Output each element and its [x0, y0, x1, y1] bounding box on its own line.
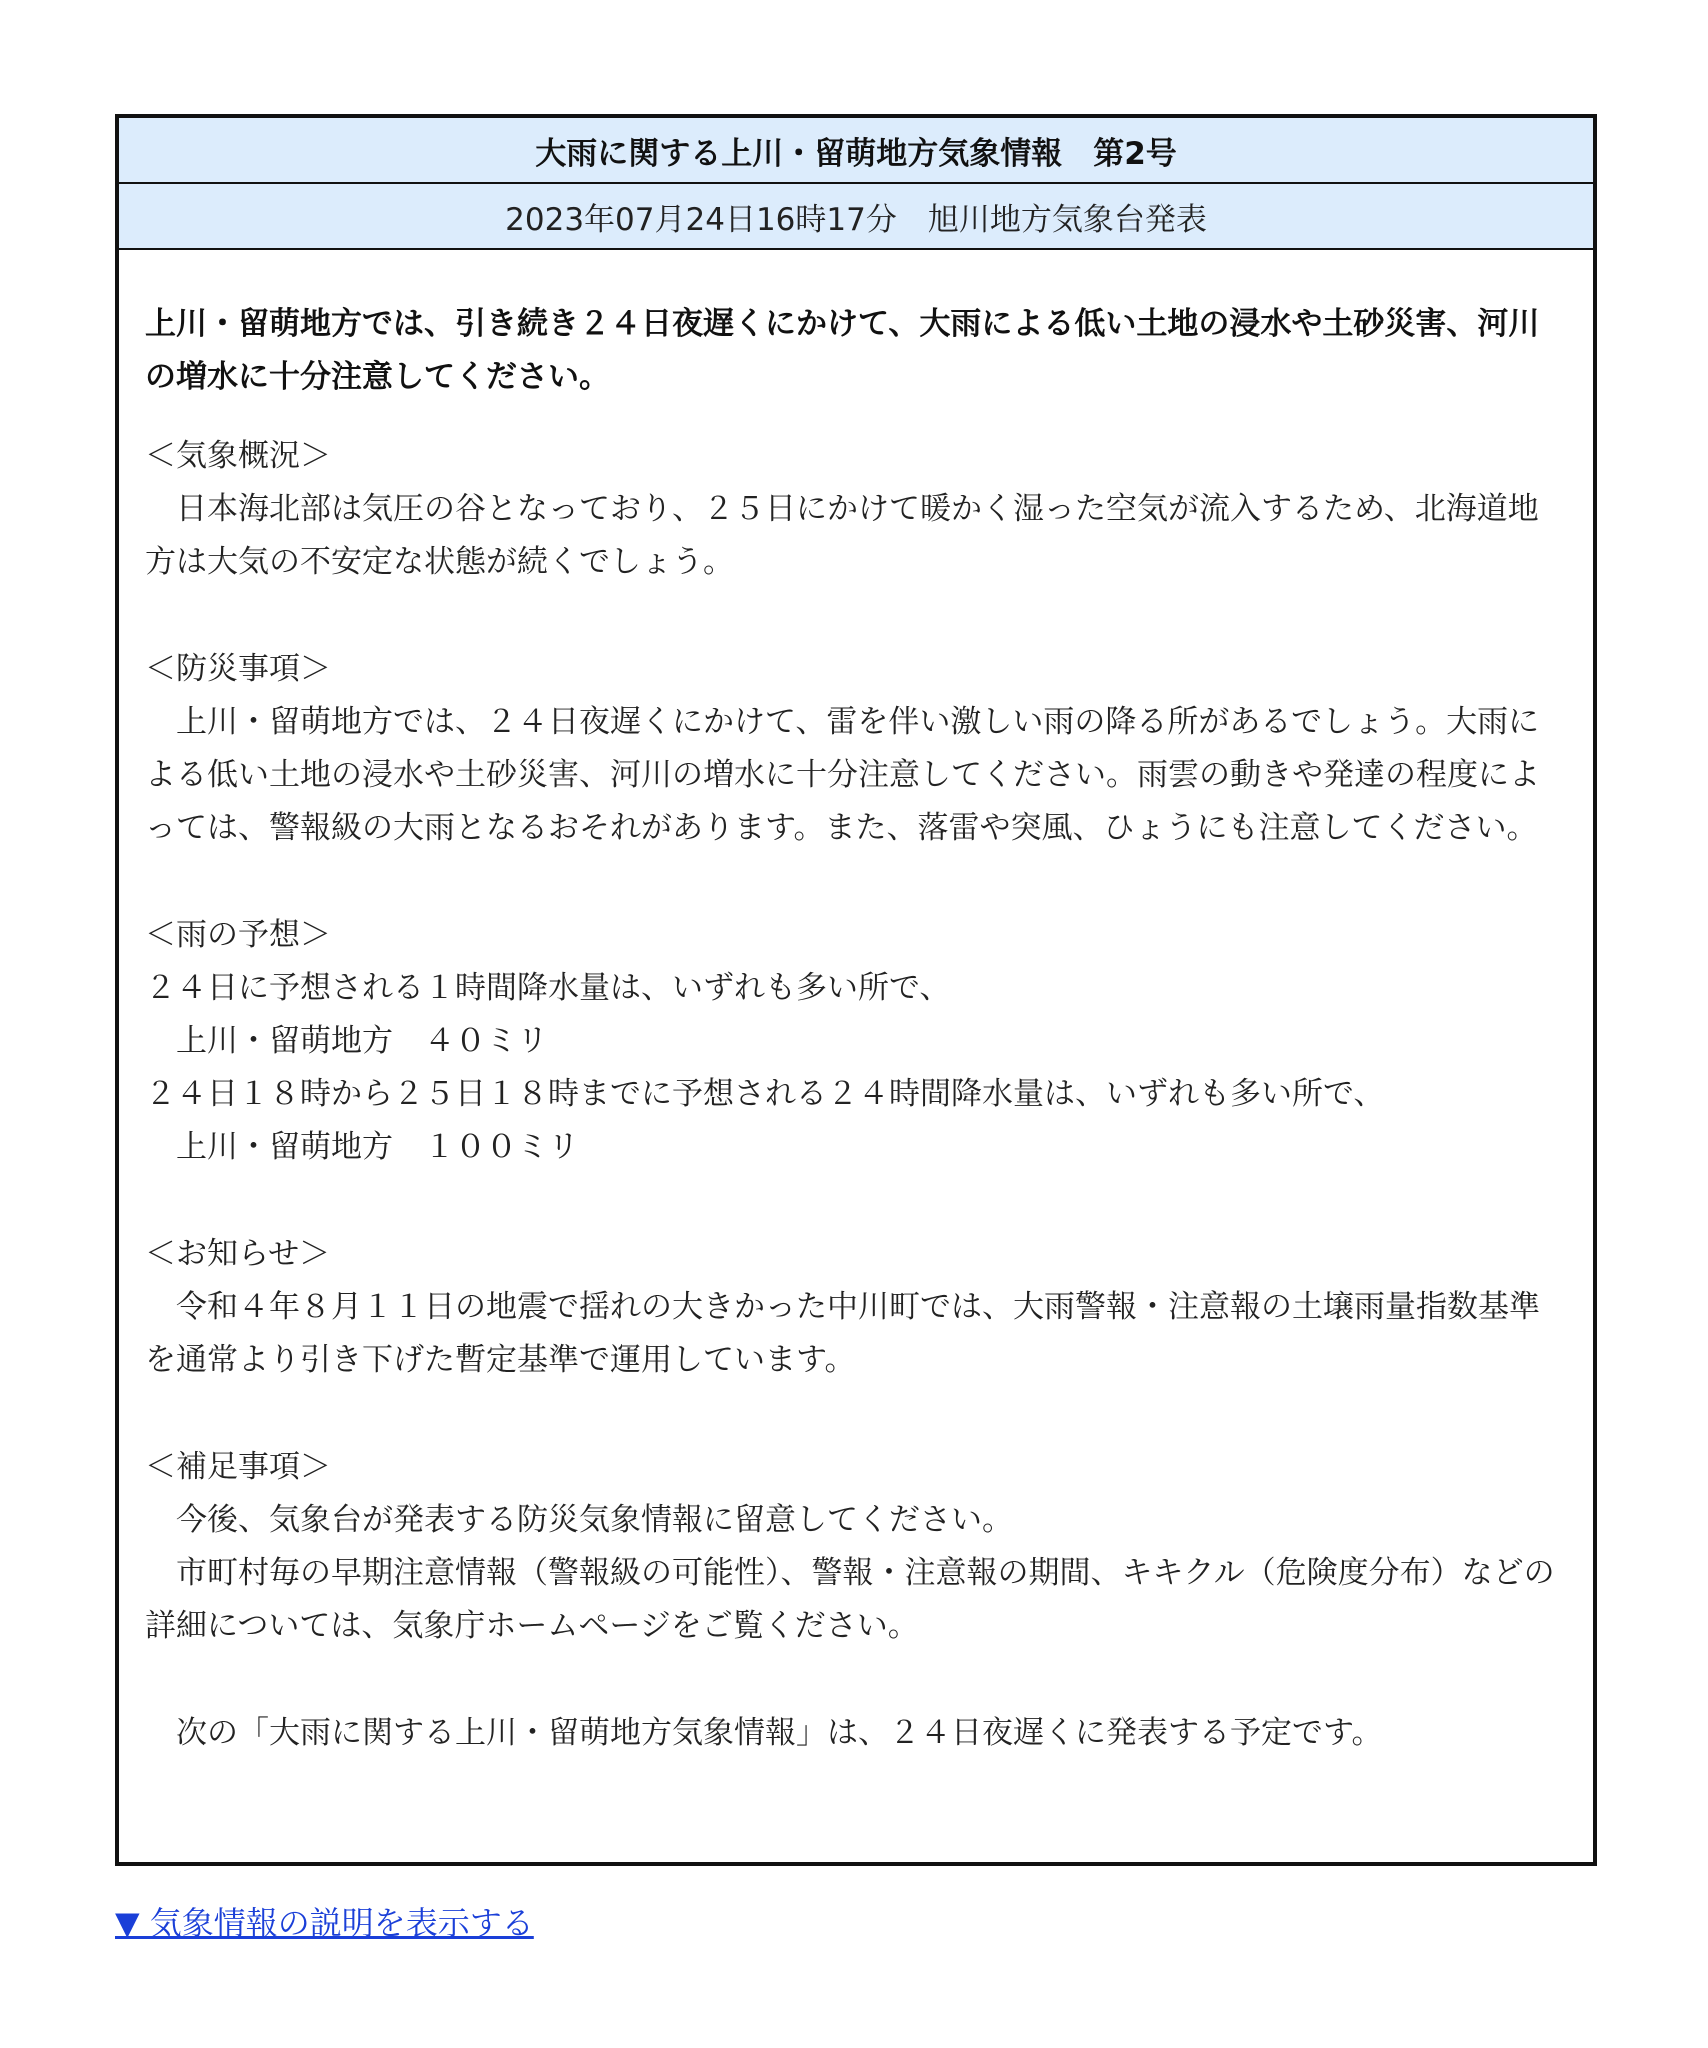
- bulletin-title: 大雨に関する上川・留萌地方気象情報 第2号: [119, 118, 1593, 184]
- rain-24h-text: ２４日１８時から２５日１８時までに予想される２４時間降水量は、いずれも多い所で、: [145, 1076, 1385, 1112]
- section-heading: ＜気象概況＞: [145, 438, 331, 474]
- section-heading: ＜雨の予想＞: [145, 917, 331, 953]
- section-text: 令和４年８月１１日の地震で揺れの大きかった中川町では、大雨警報・注意報の土壌雨量指数基準を通常より引き下げた暫定基準で運用しています。: [145, 1289, 1540, 1378]
- section-text: 市町村毎の早期注意情報（警報級の可能性）、警報・注意報の期間、キキクル（危険度分布）などの詳細については、気象庁ホームページをご覧ください。: [145, 1555, 1555, 1644]
- section-next-issue: [145, 1707, 1567, 1760]
- section-text: 今後、気象台が発表する防災気象情報に留意してください。: [145, 1502, 1013, 1538]
- section-text: 上川・留萌地方では、２４日夜遅くにかけて、雷を伴い激しい雨の降る所があるでしょう。大雨による低い土地の浸水や土砂災害、河川の増水に十分注意してください。雨雲の動きや発達の程度によっては、警報級の大雨となるおそれがあります。また、落雷や突風、ひょうにも注意してください。: [145, 704, 1540, 846]
- show-explanation-link[interactable]: ▼ 気象情報の説明を表示する: [115, 1904, 534, 1942]
- section-text: 次の「大雨に関する上川・留萌地方気象情報」は、２４日夜遅くに発表する予定です。: [145, 1715, 1383, 1751]
- section-heading: ＜防災事項＞: [145, 651, 331, 687]
- section-text: 日本海北部は気圧の谷となっており、２５日にかけて暖かく湿った空気が流入するため、北海道地方は大気の不安定な状態が続くでしょう。: [145, 491, 1539, 580]
- issued-datetime: 2023年07月24日16時17分 旭川地方気象台発表: [119, 184, 1593, 250]
- headline: 上川・留萌地方では、引き続き２４日夜遅くにかけて、大雨による低い土地の浸水や土砂災害、河川の増水に十分注意してください。: [145, 306, 1540, 395]
- section-heading: ＜お知らせ＞: [145, 1236, 331, 1272]
- weather-bulletin: [115, 114, 1597, 1866]
- rain-1h-amount: 上川・留萌地方 ４０ミリ: [145, 1023, 548, 1059]
- section-heading: ＜補足事項＞: [145, 1449, 331, 1485]
- section-supplement: [145, 1441, 1567, 1653]
- rain-24h-amount: 上川・留萌地方 １００ミリ: [145, 1129, 579, 1165]
- section-overview: [145, 430, 1567, 589]
- section-notice: [145, 1228, 1567, 1387]
- bulletin-body: [119, 250, 1593, 1760]
- rain-1h-text: ２４日に予想される１時間降水量は、いずれも多い所で、: [145, 970, 951, 1006]
- section-rain-forecast: [145, 909, 1567, 1174]
- section-disaster: [145, 643, 1567, 855]
